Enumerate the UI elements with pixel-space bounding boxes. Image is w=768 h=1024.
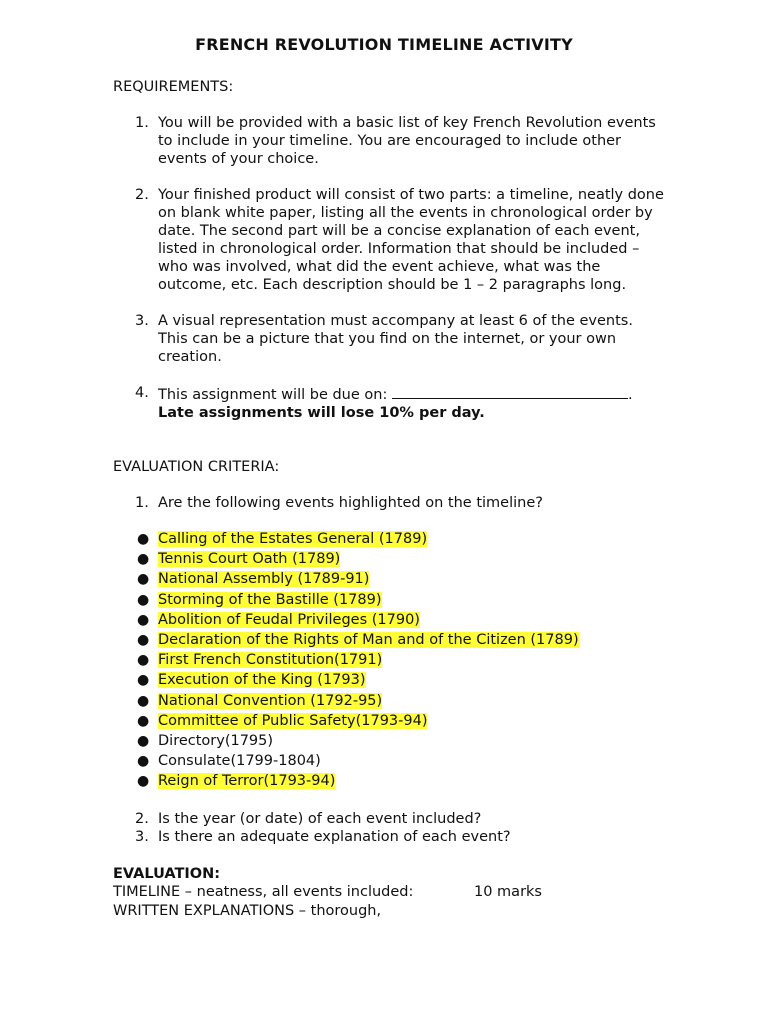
question-text: Is the year (or date) of each event included? xyxy=(158,811,482,827)
event-text: Abolition of Feudal Privileges (1790) xyxy=(158,611,420,628)
list-item xyxy=(135,590,579,610)
event-text: Directory(1795) xyxy=(158,732,274,749)
bullet-icon: ● xyxy=(137,732,150,749)
item-number: 3. xyxy=(135,829,149,845)
bullet-icon: ● xyxy=(137,631,150,648)
page-title: FRENCH REVOLUTION TIMELINE ACTIVITY xyxy=(195,35,573,54)
bullet-icon: ● xyxy=(137,773,150,790)
list-item xyxy=(135,650,579,670)
question-item xyxy=(135,810,665,828)
item-number: 1. xyxy=(135,115,149,131)
bullet-icon: ● xyxy=(137,531,150,547)
list-item xyxy=(135,670,579,690)
list-item xyxy=(135,771,579,791)
requirement-item-3 xyxy=(135,312,665,366)
evaluation-criteria-heading: EVALUATION CRITERIA: xyxy=(113,459,280,475)
criteria-questions-2-3 xyxy=(135,810,665,846)
event-text: Declaration of the Rights of Man and of the Citizen (1789) xyxy=(158,631,579,648)
list-item xyxy=(135,610,579,630)
item-number: 1. xyxy=(135,495,149,511)
timeline-marks: 10 marks xyxy=(474,884,542,900)
list-item xyxy=(135,549,579,569)
bullet-icon: ● xyxy=(137,672,150,689)
requirement-text: A visual representation must accompany at least 6 of the events. This can be a picture that you find on the internet, or your own creation. xyxy=(158,313,633,365)
evaluation-heading: EVALUATION: xyxy=(113,866,221,882)
event-text: Calling of the Estates General (1789) xyxy=(158,531,428,547)
question-text: Is there an adequate explanation of each event? xyxy=(158,829,511,845)
list-item xyxy=(135,731,579,751)
criteria-question-1 xyxy=(135,494,665,512)
requirement-item-4 xyxy=(135,384,665,422)
bullet-icon: ● xyxy=(137,692,150,709)
list-item xyxy=(135,569,579,589)
period: . xyxy=(627,387,633,403)
evaluation-line-explanations: WRITTEN EXPLANATIONS – thorough, xyxy=(113,903,382,919)
bullet-icon: ● xyxy=(137,753,150,770)
list-item xyxy=(135,751,579,771)
list-item xyxy=(135,711,579,731)
events-list xyxy=(135,529,579,791)
requirement-item-1 xyxy=(135,114,665,168)
question-item xyxy=(135,494,665,512)
bullet-icon: ● xyxy=(137,571,150,588)
bullet-icon: ● xyxy=(137,591,150,608)
due-date-blank[interactable] xyxy=(392,384,628,399)
list-item xyxy=(135,630,579,650)
bullet-icon: ● xyxy=(137,551,150,568)
bullet-icon: ● xyxy=(137,712,150,729)
list-item xyxy=(135,691,579,711)
evaluation-line-timeline: TIMELINE – neatness, all events included: xyxy=(113,884,414,900)
event-text: Reign of Terror(1793-94) xyxy=(158,773,336,790)
late-policy: Late assignments will lose 10% per day. xyxy=(158,405,485,421)
requirement-text: This assignment will be due on: xyxy=(158,387,392,403)
bullet-icon: ● xyxy=(137,611,150,628)
event-text: Execution of the King (1793) xyxy=(158,672,366,689)
requirement-item-2 xyxy=(135,186,665,294)
event-text: Committee of Public Safety(1793-94) xyxy=(158,712,428,729)
item-number: 4. xyxy=(135,385,149,401)
list-item xyxy=(135,529,579,549)
item-number: 2. xyxy=(135,811,149,827)
requirement-text: Your finished product will consist of two parts: a timeline, neatly done on blank white paper, listing all the events in chronological order by date. The second part will be a concise explanation of each event, listed in chronological order. Information that should be included – who was involved, what did the event achieve, what was the outcome, etc. Each description should be 1 – 2 paragraphs long. xyxy=(158,187,664,293)
question-text: Are the following events highlighted on the timeline? xyxy=(158,495,543,511)
question-item xyxy=(135,828,665,846)
event-text: First French Constitution(1791) xyxy=(158,652,383,669)
event-text: Tennis Court Oath (1789) xyxy=(158,551,341,568)
bullet-icon: ● xyxy=(137,652,150,669)
requirements-heading: REQUIREMENTS: xyxy=(113,79,234,95)
requirement-text: You will be provided with a basic list of key French Revolution events to include in your timeline. You are encouraged to include other events of your choice. xyxy=(158,115,656,167)
item-number: 2. xyxy=(135,187,149,203)
event-text: Consulate(1799-1804) xyxy=(158,753,321,770)
requirements-list xyxy=(135,114,665,422)
event-text: Storming of the Bastille (1789) xyxy=(158,591,382,608)
event-text: National Convention (1792-95) xyxy=(158,692,383,709)
event-text: National Assembly (1789-91) xyxy=(158,571,370,588)
item-number: 3. xyxy=(135,313,149,329)
